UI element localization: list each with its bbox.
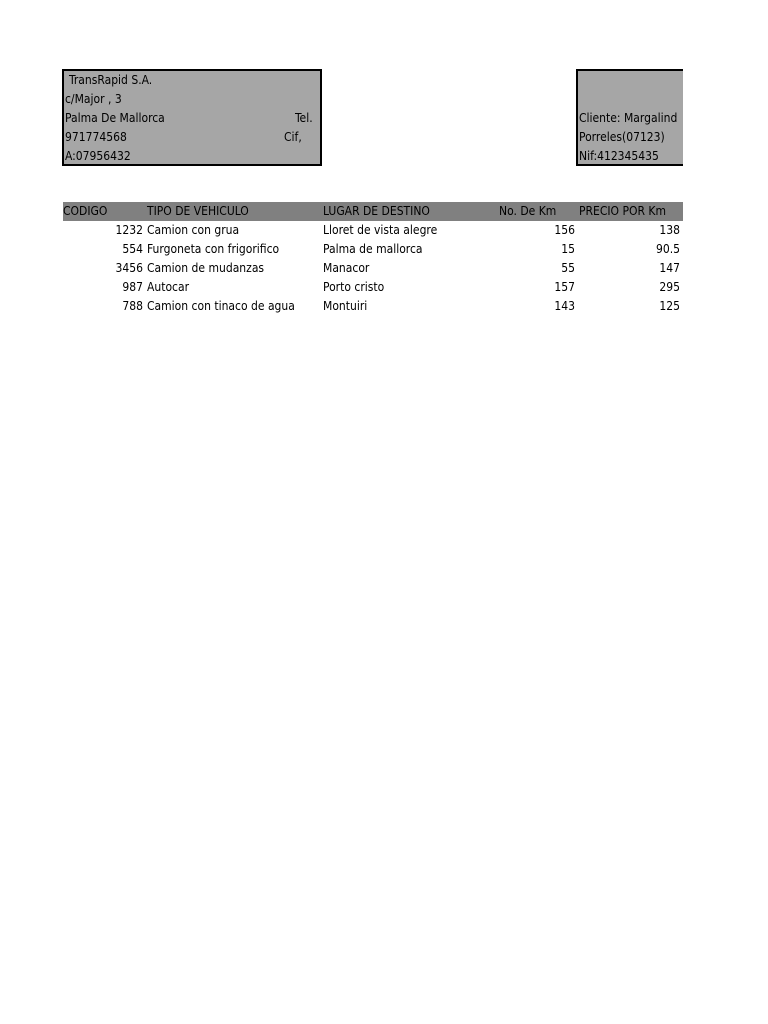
table-header-row bbox=[63, 202, 683, 221]
cell-km: 143 bbox=[554, 299, 575, 313]
client-location: Porreles(07123) bbox=[579, 130, 665, 144]
cell-tipo-vehiculo: Camion con tinaco de agua bbox=[147, 299, 295, 313]
table-row bbox=[63, 259, 683, 278]
cell-codigo: 788 bbox=[122, 299, 143, 313]
cell-lugar-destino: Porto cristo bbox=[323, 280, 385, 294]
cell-precio-km: 295 bbox=[659, 280, 680, 294]
header-tipo-vehiculo: TIPO DE VEHICULO bbox=[147, 204, 249, 218]
header-lugar-destino: LUGAR DE DESTINO bbox=[323, 204, 430, 218]
cell-precio-km: 138 bbox=[659, 223, 680, 237]
cell-lugar-destino: Montuiri bbox=[323, 299, 368, 313]
header-precio-km: PRECIO POR Km bbox=[579, 204, 667, 218]
sender-cif-value: A:07956432 bbox=[65, 149, 131, 163]
cell-lugar-destino: Lloret de vista alegre bbox=[323, 223, 438, 237]
cell-codigo: 987 bbox=[122, 280, 143, 294]
cell-precio-km: 125 bbox=[659, 299, 680, 313]
sender-tel-label: Tel. bbox=[295, 111, 313, 125]
cell-lugar-destino: Palma de mallorca bbox=[323, 242, 423, 256]
cell-tipo-vehiculo: Camion con grua bbox=[147, 223, 240, 237]
cell-codigo: 554 bbox=[122, 242, 143, 256]
table-row bbox=[63, 297, 683, 316]
table-row bbox=[63, 221, 683, 240]
header-km: No. De Km bbox=[499, 204, 557, 218]
cell-lugar-destino: Manacor bbox=[323, 261, 370, 275]
sender-cif-label: Cif, bbox=[284, 130, 302, 144]
client-info-box bbox=[576, 69, 683, 166]
cell-km: 156 bbox=[554, 223, 575, 237]
cell-km: 55 bbox=[561, 261, 575, 275]
header-codigo: CODIGO bbox=[63, 204, 108, 218]
sender-phone: 971774568 bbox=[65, 130, 127, 144]
cell-km: 157 bbox=[554, 280, 575, 294]
sender-address: c/Major , 3 bbox=[65, 92, 122, 106]
cell-km: 15 bbox=[561, 242, 575, 256]
client-name: Cliente: Margalind bbox=[579, 111, 678, 125]
cell-tipo-vehiculo: Furgoneta con frigorifico bbox=[147, 242, 280, 256]
cell-precio-km: 147 bbox=[659, 261, 680, 275]
table-row bbox=[63, 240, 683, 259]
cell-codigo: 3456 bbox=[115, 261, 143, 275]
sender-city: Palma De Mallorca bbox=[65, 111, 165, 125]
cell-codigo: 1232 bbox=[115, 223, 143, 237]
cell-precio-km: 90.5 bbox=[655, 242, 680, 256]
sender-info-box bbox=[62, 69, 322, 166]
vehicle-table bbox=[63, 202, 683, 316]
client-nif: Nif:412345435 bbox=[579, 149, 659, 163]
cell-tipo-vehiculo: Autocar bbox=[147, 280, 190, 294]
sender-name: TransRapid S.A. bbox=[69, 73, 153, 87]
cell-tipo-vehiculo: Camion de mudanzas bbox=[147, 261, 265, 275]
table-row bbox=[63, 278, 683, 297]
